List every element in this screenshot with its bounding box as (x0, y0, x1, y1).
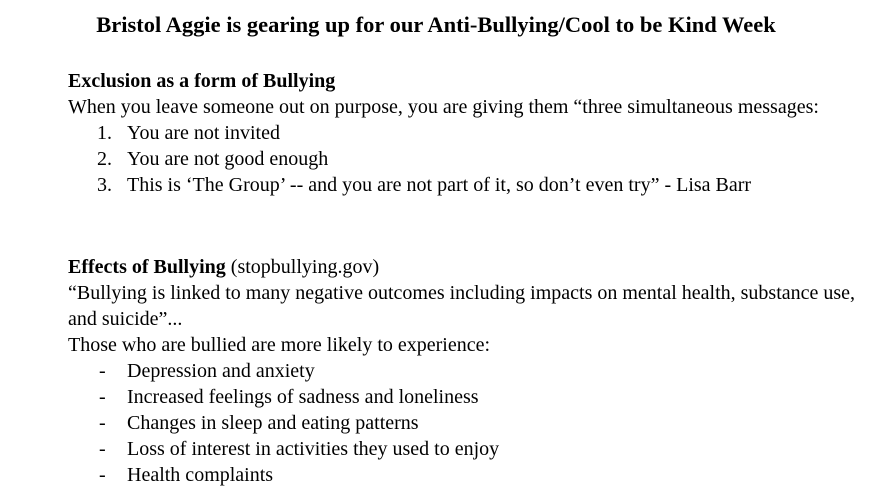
section-quote: “Bullying is linked to many negative outcomes including impacts on mental health, substance use, and suicide”... (68, 282, 856, 330)
section-heading-line (68, 254, 858, 280)
list-number: 3. (97, 174, 112, 196)
dash-list (68, 358, 858, 488)
list-dash: - (99, 412, 106, 434)
source-note: (stopbullying.gov) (230, 256, 380, 278)
list-dash: - (99, 386, 106, 408)
list-item (68, 172, 858, 198)
list-item (68, 462, 858, 488)
section-lead: Those who are bullied are more likely to experience: (68, 334, 491, 356)
list-item-text: Depression and anxiety (127, 360, 315, 382)
list-item (68, 436, 858, 462)
list-dash: - (99, 360, 106, 382)
list-item (68, 358, 858, 384)
list-item-text: Loss of interest in activities they used to enjoy (127, 438, 500, 460)
list-number: 2. (97, 148, 112, 170)
list-item-text: You are not good enough (127, 148, 329, 170)
list-item (68, 120, 858, 146)
list-item (68, 410, 858, 436)
list-number: 1. (97, 122, 112, 144)
list-item-text: Changes in sleep and eating patterns (127, 412, 419, 434)
section-intro: When you leave someone out on purpose, you are giving them “three simultaneous messages: (68, 96, 819, 118)
section-heading: Exclusion as a form of Bullying (68, 70, 336, 92)
list-dash: - (99, 438, 106, 460)
list-item-text: This is ‘The Group’ -- and you are not part of it, so don’t even try” - Lisa Barr (127, 174, 752, 196)
list-item-text: Health complaints (127, 464, 274, 486)
list-item (68, 384, 858, 410)
list-dash: - (99, 464, 106, 486)
list-item-text: Increased feelings of sadness and loneliness (127, 386, 479, 408)
section-heading: Effects of Bullying (68, 256, 226, 278)
list-item-text: You are not invited (127, 122, 280, 144)
section-exclusion (68, 68, 858, 198)
document-title: Bristol Aggie is gearing up for our Anti-Bullying/Cool to be Kind Week (96, 12, 776, 37)
section-effects (68, 254, 858, 488)
numbered-list (68, 120, 858, 198)
list-item (68, 146, 858, 172)
